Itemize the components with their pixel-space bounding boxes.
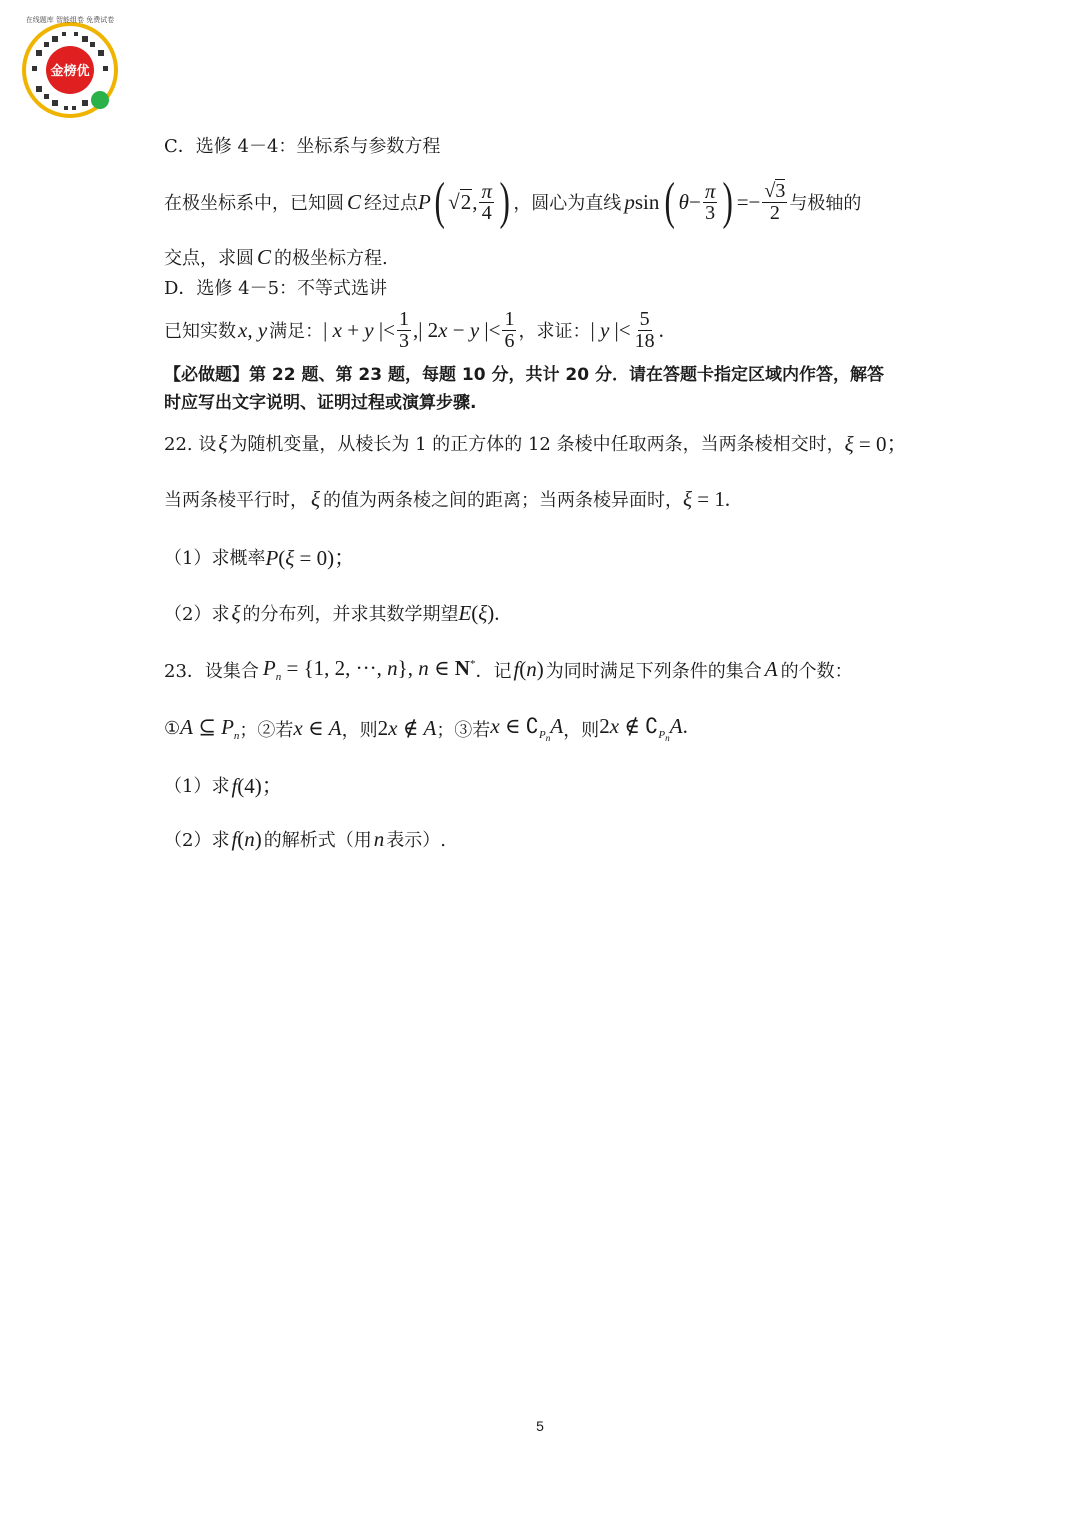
q23-part1-text: （1）求 — [164, 776, 230, 797]
c-text-5: 交点，求圆 — [164, 248, 254, 269]
section-d-title: D．选修 4－5：不等式选讲 — [164, 278, 388, 299]
c-problem-line1: 在极坐标系中，已知圆 C 经过点 P ( √ 2 , $\frac{\pi}{4}$ ) ，圆心为直线 p sin ( θ − $\frac{\pi}{3}$ ) =− $\frac{√3}{2}$ 与极轴的 — [164, 173, 862, 230]
page-number: 5 — [536, 1418, 544, 1434]
q23-cond-3: ；③若 — [436, 719, 491, 741]
q23-part1: （1）求 f(4)； — [164, 774, 283, 798]
right-paren: ) — [499, 173, 510, 230]
q22-part1-text: （1）求概率 — [164, 548, 266, 569]
frac-sqrt3-2: $\frac{√3}{2}$ — [764, 179, 786, 224]
q22-line2: 当两条棱平行时， ξ 的值为两条棱之间的距离；当两条棱异面时， ξ = 1. — [164, 486, 731, 511]
d-text-2: 满足： — [269, 321, 324, 342]
required-text-1: 【必做题】第 22 题、第 23 题，每题 10 分，共计 20 分．请在答题卡指定区域内作答，解答 — [164, 365, 884, 385]
c-text-1: 在极坐标系中，已知圆 — [164, 193, 344, 214]
q23-cond-2: ；②若 — [239, 719, 294, 741]
c-problem-line2: 交点，求圆 C 的极坐标方程. — [164, 244, 388, 269]
required-heading-line1 — [164, 360, 884, 385]
frac-pi-3: $\frac{\pi}{3}$ — [704, 178, 716, 225]
q22-text-4: 的值为两条棱之间的距离；当两条棱异面时， — [323, 490, 683, 511]
required-text-2: 时应写出文字说明、证明过程或演算步骤. — [164, 393, 477, 413]
c-text-3: ，圆心为直线 — [513, 193, 622, 214]
q22-text-3: 当两条棱平行时， — [164, 490, 308, 511]
q22-part1: （1）求概率 P(ξ = 0)； — [164, 546, 356, 570]
q22-part2-text-2: 的分布列，并求其数学期望 — [242, 604, 459, 625]
logo-brand-text: 金榜优 — [50, 64, 90, 79]
c-text-6: 的极坐标方程. — [274, 248, 388, 269]
sqrt-2: √ 2 — [448, 190, 472, 214]
q22-line1: 22. 设 ξ 为随机变量，从棱长为 1 的正方体的 12 条棱中任取两条，当两条棱相交时， ξ = 0； — [164, 430, 908, 456]
d-text-1: 已知实数 — [164, 321, 236, 342]
q23-text-3: 为同时满足下列条件的集合 — [545, 660, 762, 682]
logo — [18, 8, 122, 120]
section-d-heading — [164, 274, 387, 300]
q23-text-4: 的个数： — [780, 660, 853, 682]
q23-cond-2b: ，则 — [341, 719, 378, 741]
q23-cond-1: ① — [164, 718, 181, 740]
frac-pi-4: $\frac{\pi}{4}$ — [481, 178, 492, 225]
q23-text-2: ．记 — [475, 660, 512, 682]
section-c-title: C．选修 4－4：坐标系与参数方程 — [164, 136, 441, 157]
d-text-3: ，求证： — [518, 321, 591, 342]
d-problem-line: 已知实数 x, y 满足： | x + y |< $\frac{1}{3}$ ,| 2x − y |< $\frac{1}{6}$ ，求证： | y |< $\frac{5}{18}$ . — [164, 307, 664, 352]
q23-part2-text-3: 表示）. — [386, 830, 447, 851]
qr-code-logo-icon — [18, 8, 122, 120]
math-var-c: C — [347, 189, 362, 214]
q22-part2: （2）求 ξ 的分布列，并求其数学期望 E(ξ). — [164, 600, 500, 625]
c-text-2: 经过点 — [364, 193, 419, 214]
q22-text-2: 为随机变量，从棱长为 1 的正方体的 12 条棱中任取两条，当两条棱相交时， — [229, 434, 845, 455]
q23-part2-text-2: 的解析式（用 — [263, 830, 372, 851]
q23-part2-text-1: （2）求 — [164, 830, 230, 851]
q23-part2: （2）求 f(n) 的解析式（用 n 表示）. — [164, 826, 447, 851]
logo-ring-text: 在线题库 智能组卷 免费试卷 — [25, 16, 115, 24]
section-c-heading — [164, 132, 440, 158]
left-paren: ( — [434, 173, 445, 230]
q23-line1: 23．设集合 $P_n = \{1$, 2, ···, n}, n ∈ N* ．记 f(n) 为同时满足下列条件的集合 A 的个数： — [164, 656, 853, 684]
q22-part2-text-1: （2）求 — [164, 604, 230, 625]
math-line-p: p — [624, 189, 635, 214]
q23-text-1: 23．设集合 — [164, 660, 259, 682]
required-heading-line2 — [164, 388, 476, 413]
q23-cond-3b: ，则 — [563, 719, 600, 741]
c-text-4: 与极轴的 — [789, 193, 862, 214]
math-point-p: P — [418, 189, 431, 214]
q22-text-1: 22. 设 — [164, 434, 217, 455]
q23-conditions: ① A ⊆ $P_n$ ；②若 x ∈ A ，则 2x ∉ A ；③若 x ∈ $∁_{P_n}A$ ，则 2x ∉ $∁_{P_n}A$. — [164, 714, 688, 744]
